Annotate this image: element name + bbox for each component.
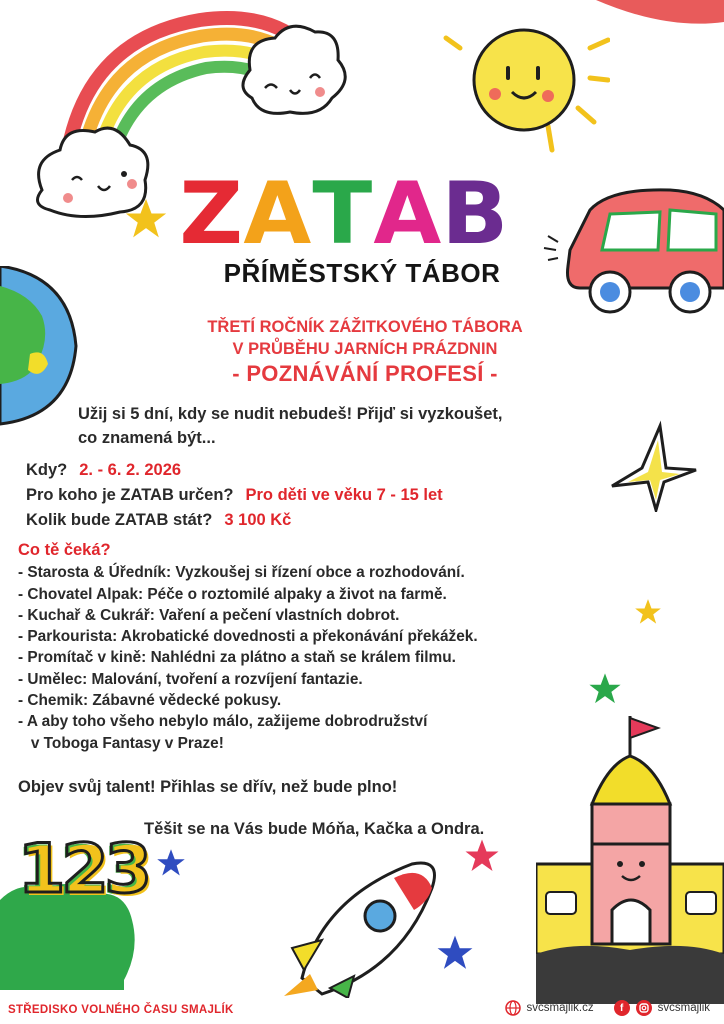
intro-text bbox=[78, 402, 638, 450]
edition-line-2: V PRŮBĚHU JARNÍCH PRÁZDNIN bbox=[232, 340, 498, 358]
page-subtitle: PŘÍMĚSTSKÝ TÁBOR bbox=[223, 258, 501, 288]
facts-list bbox=[26, 458, 626, 533]
globe-icon bbox=[505, 1000, 521, 1016]
intro-line-1: Užij si 5 dní, kdy se nudit nebudeš! Přijď si vyzkoušet, bbox=[78, 405, 503, 423]
star-icon bbox=[634, 598, 662, 626]
list-item: - Promítač v kině: Nahlédni za plátno a staň se králem filmu. bbox=[18, 649, 456, 667]
program-heading: Co tě čeká? bbox=[18, 541, 111, 559]
star-icon bbox=[156, 848, 186, 878]
fact-label: Kolik bude ZATAB stát? bbox=[26, 511, 213, 529]
edition-block bbox=[140, 316, 590, 388]
fact-target-group bbox=[26, 483, 626, 508]
star-icon bbox=[464, 838, 500, 874]
zatab-logo bbox=[179, 164, 530, 264]
website-link[interactable]: svcsmajlik.cz bbox=[526, 1002, 594, 1014]
fact-label: Kdy? bbox=[26, 461, 68, 479]
list-item: - Parkourista: Akrobatické dovednosti a překonávání překážek. bbox=[18, 628, 478, 646]
fact-value: 3 100 Kč bbox=[224, 511, 292, 529]
logo-letter-z: Z bbox=[179, 164, 241, 264]
fact-value: Pro děti ve věku 7 - 15 let bbox=[245, 486, 443, 504]
corner-shape bbox=[596, 0, 724, 30]
sun-icon bbox=[440, 8, 610, 158]
edition-theme: - POZNÁVÁNÍ PROFESÍ - bbox=[232, 361, 498, 386]
program-list bbox=[18, 540, 638, 754]
intro-line-2: co znamená být... bbox=[78, 429, 216, 447]
organization-name: STŘEDISKO VOLNÉHO ČASU SMAJLÍK bbox=[8, 1004, 234, 1016]
list-item: - Chovatel Alpak: Péče o roztomilé alpaky a život na farmě. bbox=[18, 585, 447, 603]
globe-earth-icon bbox=[0, 266, 80, 426]
list-item: - Chemik: Zábavné vědecké pokusy. bbox=[18, 692, 282, 710]
logo-letter-a2: A bbox=[372, 164, 439, 264]
counting-digits bbox=[18, 830, 148, 909]
fact-label: Pro koho je ZATAB určen? bbox=[26, 486, 234, 504]
star-icon bbox=[124, 196, 168, 242]
counting-digits-text: 123 bbox=[18, 830, 148, 909]
logo-letter-t: T bbox=[312, 164, 371, 264]
edition-line-1: TŘETÍ ROČNÍK ZÁŽITKOVÉHO TÁBORA bbox=[207, 318, 523, 336]
social-handle[interactable]: svcsmajlik bbox=[657, 1002, 710, 1014]
call-to-action: Objev svůj talent! Přihlas se dřív, než bude plno! bbox=[18, 778, 398, 796]
logo-letter-a: A bbox=[243, 164, 310, 264]
logo-letter-b: B bbox=[441, 164, 507, 264]
signature: Těšit se na Vás bude Móňa, Kačka a Ondra. bbox=[144, 820, 485, 838]
rocket-icon bbox=[282, 858, 452, 998]
instagram-icon[interactable] bbox=[636, 1000, 652, 1016]
fact-price bbox=[26, 508, 626, 533]
list-item: - Starosta & Úředník: Vyzkoušej si řízení obce a rozhodování. bbox=[18, 564, 465, 582]
facebook-icon[interactable]: f bbox=[614, 1000, 630, 1016]
list-item: - Kuchař & Cukrář: Vaření a pečení vlastních dobrot. bbox=[18, 606, 400, 624]
castle-icon bbox=[536, 714, 724, 1004]
fact-value: 2. - 6. 2. 2026 bbox=[79, 461, 182, 479]
list-item: v Toboga Fantasy v Praze! bbox=[18, 734, 224, 752]
list-item: - Umělec: Malování, tvoření a rozvíjení fantazie. bbox=[18, 670, 363, 688]
list-item: - A aby toho všeho nebylo málo, zažijeme dobrodružství bbox=[18, 713, 428, 731]
fact-when bbox=[26, 458, 626, 483]
car-icon bbox=[540, 170, 724, 320]
footer-contacts bbox=[505, 1000, 710, 1016]
